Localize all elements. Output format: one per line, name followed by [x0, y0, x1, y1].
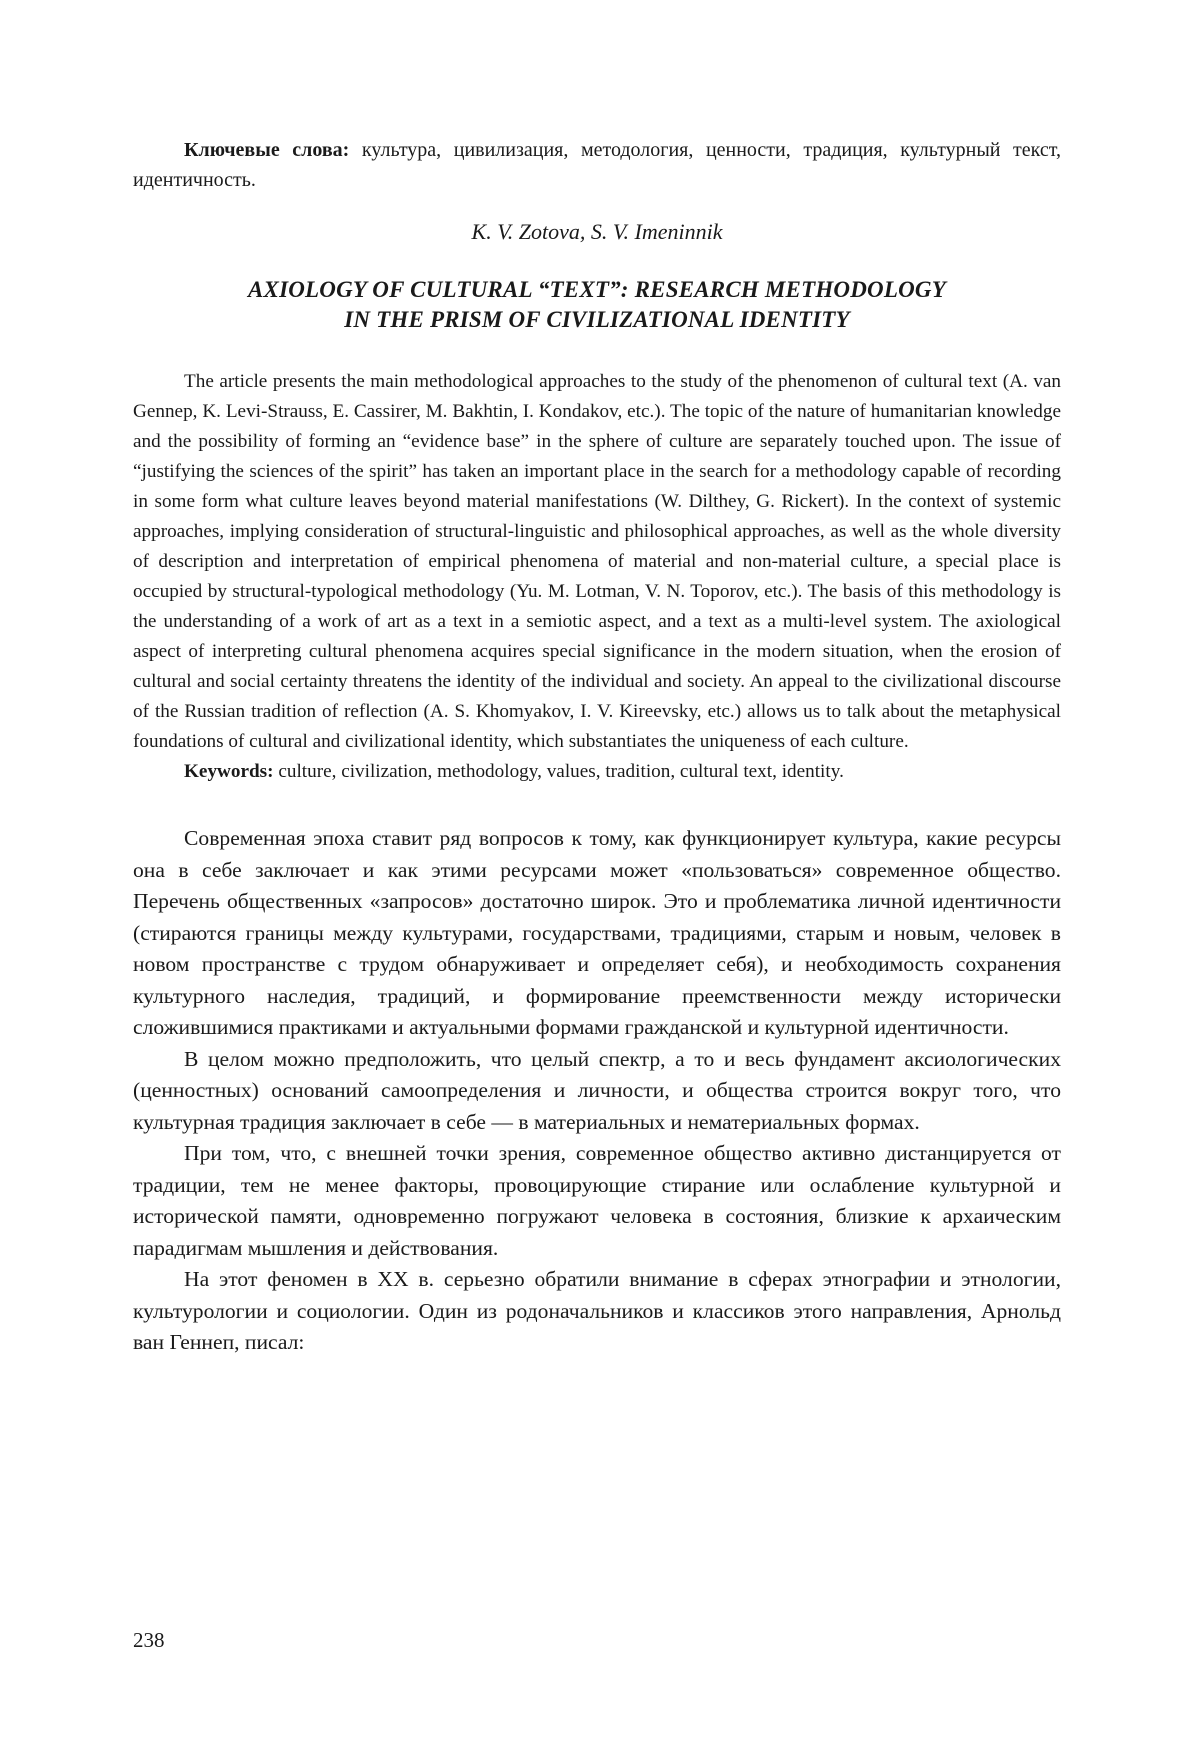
russian-keywords-text: культура, цивилизация, методология, ценности, традиция, культурный текст, идентичность.	[133, 139, 1061, 191]
article-title-line-2: IN THE PRISM OF CIVILIZATIONAL IDENTITY	[344, 307, 850, 332]
article-authors: K. V. Zotova, S. V. Imeninnik	[471, 219, 723, 244]
abstract: The article presents the main methodological approaches to the study of the phenomenon of cultural text (A. van Gennep, K. Levi-Strauss, E. Cassirer, M. Bakhtin, I. Kondakov, etc.). The topic of the nature of humanitarian knowledge and the possibility of forming an “evidence base” in the sphere of culture are separately touched upon. The issue of “justifying the sciences of the spirit” has taken an important place in the search for a methodology capable of recording in some form what culture leaves beyond material manifestations (W. Dilthey, G. Rickert). In the context of systemic approaches, implying consideration of structural-linguistic and philosophical approaches, as well as the whole diversity of description and interpretation of empirical phenomena of material and non-material culture, a special place is occupied by structural-typological methodology (Yu. M. Lotman, V. N. Toporov, etc.). The basis of this methodology is the understanding of a work of art as a text in a semiotic aspect, and a text as a multi-level system. The axiological aspect of interpreting cultural phenomena acquires special significance in the modern situation, when the erosion of cultural and social certainty threatens the identity of the individual and society. An appeal to the civilizational discourse of the Russian tradition of reflection (A. S. Khomyakov, I. V. Kireevsky, etc.) allows us to talk about the metaphysical foundations of cultural and civilizational identity, which substantiates the uniqueness of each culture.	[133, 371, 1061, 752]
body-paragraph: Современная эпоха ставит ряд вопросов к тому, как функционирует культура, какие ресурсы она в себе заключает и как этими ресурсами может «пользоваться» современное общество. Перечень общественных «запросов» достаточно широк. Это и проблематика личной идентичности (стираются границы между культурами, государствами, традициями, старым и новым, человек в новом пространстве с трудом обнаруживает и определяет себя), и необходимость сохранения культурного наследия, традиций, и формирование преемственности между исторически сложившимися практиками и актуальными формами гражданской и культурной идентичности.	[133, 826, 1061, 1039]
article-title	[133, 275, 1061, 335]
page-number: 238	[133, 1628, 165, 1652]
page-content	[133, 135, 1061, 1359]
english-keywords-text: culture, civilization, methodology, values, tradition, cultural text, identity.	[273, 761, 844, 782]
body-paragraph: При том, что, с внешней точки зрения, современное общество активно дистанцируется от традиции, тем не менее факторы, провоцирующие стирание или ослабление культурной и исторической памяти, одновременно погружают человека в состояния, близкие к архаическим парадигмам мышления и действования.	[133, 1141, 1061, 1260]
body-paragraph: На этот феномен в XX в. серьезно обратили внимание в сферах этнографии и этнологии, культурологии и социологии. Один из родоначальников и классиков этого направления, Арнольд ван Геннеп, писал:	[133, 1267, 1061, 1354]
english-keywords	[133, 757, 1061, 787]
russian-keywords-label: Ключевые слова:	[184, 139, 350, 161]
article-title-line-1: AXIOLOGY OF CULTURAL “TEXT”: RESEARCH METHODOLOGY	[248, 277, 946, 302]
english-keywords-label: Keywords:	[184, 761, 274, 782]
russian-keywords	[133, 135, 1061, 195]
body-paragraph: В целом можно предположить, что целый спектр, а то и весь фундамент аксиологических (ценностных) оснований самоопределения и личности, и общества строится вокруг того, что культурная традиция заключает в себе — в материальных и нематериальных формах.	[133, 1046, 1061, 1134]
